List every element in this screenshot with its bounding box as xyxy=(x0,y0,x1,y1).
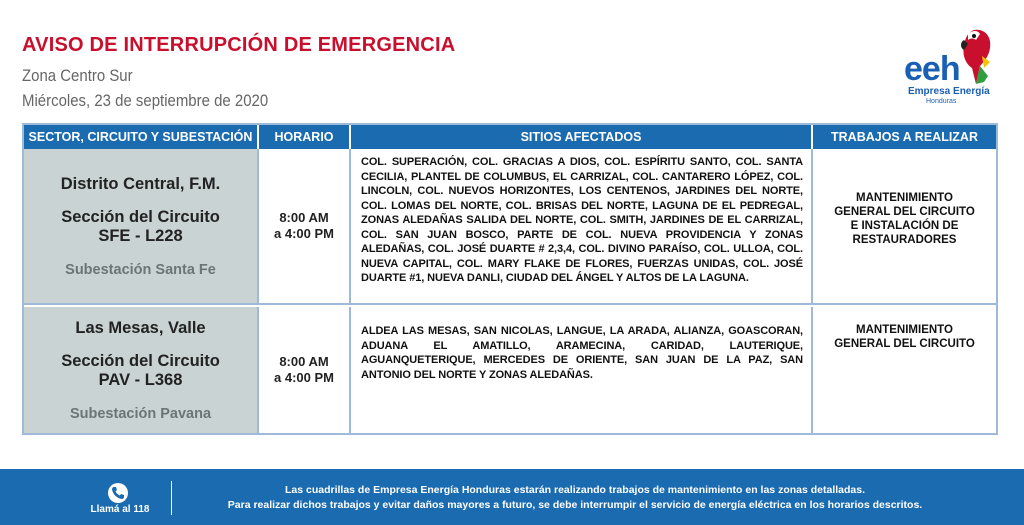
circuit-label: Sección del Circuito xyxy=(61,207,220,226)
circuit-section xyxy=(61,208,220,246)
sector-cell xyxy=(24,149,259,303)
header-sector: SECTOR, CIRCUITO Y SUBESTACIÓN xyxy=(24,125,259,149)
header-work: TRABAJOS A REALIZAR xyxy=(831,130,978,144)
footer-line-1: Las cuadrillas de Empresa Energía Honduras estarán realizando trabajos de mantenimiento en las zonas detalladas. xyxy=(284,484,866,496)
parrot-logo-icon xyxy=(954,26,994,86)
logo-wordmark: eeh xyxy=(904,50,960,88)
circuit-section xyxy=(61,352,220,390)
substation-name: Subestación Pavana xyxy=(69,405,212,422)
footer-divider xyxy=(171,481,172,515)
phone-icon[interactable] xyxy=(108,483,128,503)
logo-country: Honduras xyxy=(926,98,957,105)
company-logo xyxy=(896,26,1000,110)
time-end: a 4:00 PM xyxy=(274,370,334,385)
footer-line-2: Para realizar dichos trabajos y evitar daños mayores a futuro, se debe interrumpir el servicio de energía eléctrica en los horarios descritos. xyxy=(227,499,923,511)
circuit-code: SFE - L228 xyxy=(98,226,183,245)
work-description: MANTENIMIENTO GENERAL DEL CIRCUITO E INSTALACIÓN DE RESTAURADORES xyxy=(834,192,975,246)
circuit-code: PAV - L368 xyxy=(98,370,183,389)
work-description: MANTENIMIENTO GENERAL DEL CIRCUITO xyxy=(834,324,975,350)
sector-name: Distrito Central, F.M. xyxy=(60,174,221,193)
phone-label[interactable]: Llamá al 118 xyxy=(90,504,150,515)
header-schedule: HORARIO xyxy=(259,125,351,149)
table-row xyxy=(24,307,996,433)
affected-sites: ALDEA LAS MESAS, SAN NICOLAS, LANGUE, LA ARADA, ALIANZA, GOASCORAN, ADUANA EL AMATILLO, ARAMECINA, CARIDAD, LAUTERIQUE, AGUANQUETERIQUE, MERCEDES DE ORIENTE, SAN JUAN DE LA PAZ, SAN ANTONIO DEL NORTE Y ZONAS ALEDAÑAS. xyxy=(351,307,813,433)
phone-glyph-icon xyxy=(111,486,125,500)
footer-banner xyxy=(0,469,1024,525)
zone-label: Zona Centro Sur xyxy=(22,66,133,85)
date-label: Miércoles, 23 de septiembre de 2020 xyxy=(22,91,269,110)
footer-notice xyxy=(180,483,970,513)
time-start: 8:00 AM xyxy=(279,210,329,225)
schedule-cell xyxy=(259,307,351,433)
affected-sites: COL. SUPERACIÓN, COL. GRACIAS A DIOS, COL. ESPÍRITU SANTO, COL. SANTA CECILIA, PLANTEL DE COLUMBUS, EL CARRIZAL, COL. CANTARERO LÓPEZ, COL. LINCOLN, COL. NUEVOS HORIZONTES, LOS CENTENOS, JARDINES DEL NORTE, COL. LOMAS DEL NORTE, COL. BRISAS DEL NORTE, LAGUNA DE EL PEDREGAL, ZONAS ALEDAÑAS SALIDA DEL NORTE, COL. SMITH, JARDINES DE EL CARRIZAL, COL. SAN JUAN BOSCO, PARTE DE COL. NUEVA PROVIDENCIA Y ZONAS ALEDAÑAS, COL. JOSÉ DUARTE # 2,3,4, COL. DIVINO PARAÍSO, COL. ULLOA, COL. NUEVA CAPITAL, COL. MARY FLAKE DE FLORES, FUERZAS UNIDAS, COL. JOSÉ DUARTE #1, NUEVA DANLI, CIUDAD DEL ÁNGEL Y ALTOS DE LA LAGUNA. xyxy=(351,149,813,303)
time-end: a 4:00 PM xyxy=(274,226,334,241)
table-header xyxy=(24,125,996,149)
circuit-label: Sección del Circuito xyxy=(61,351,220,370)
header-affected-sites: SITIOS AFECTADOS xyxy=(351,125,813,149)
time-start: 8:00 AM xyxy=(279,354,329,369)
notice-title: AVISO DE INTERRUPCIÓN DE EMERGENCIA xyxy=(22,34,456,56)
interruption-table xyxy=(22,123,998,435)
substation-name: Subestación Santa Fe xyxy=(65,261,216,278)
table-row xyxy=(24,149,996,305)
sector-cell xyxy=(24,307,259,433)
logo-company-name: Empresa Energía xyxy=(908,86,990,97)
schedule-cell xyxy=(259,149,351,303)
sector-name: Las Mesas, Valle xyxy=(75,318,206,337)
